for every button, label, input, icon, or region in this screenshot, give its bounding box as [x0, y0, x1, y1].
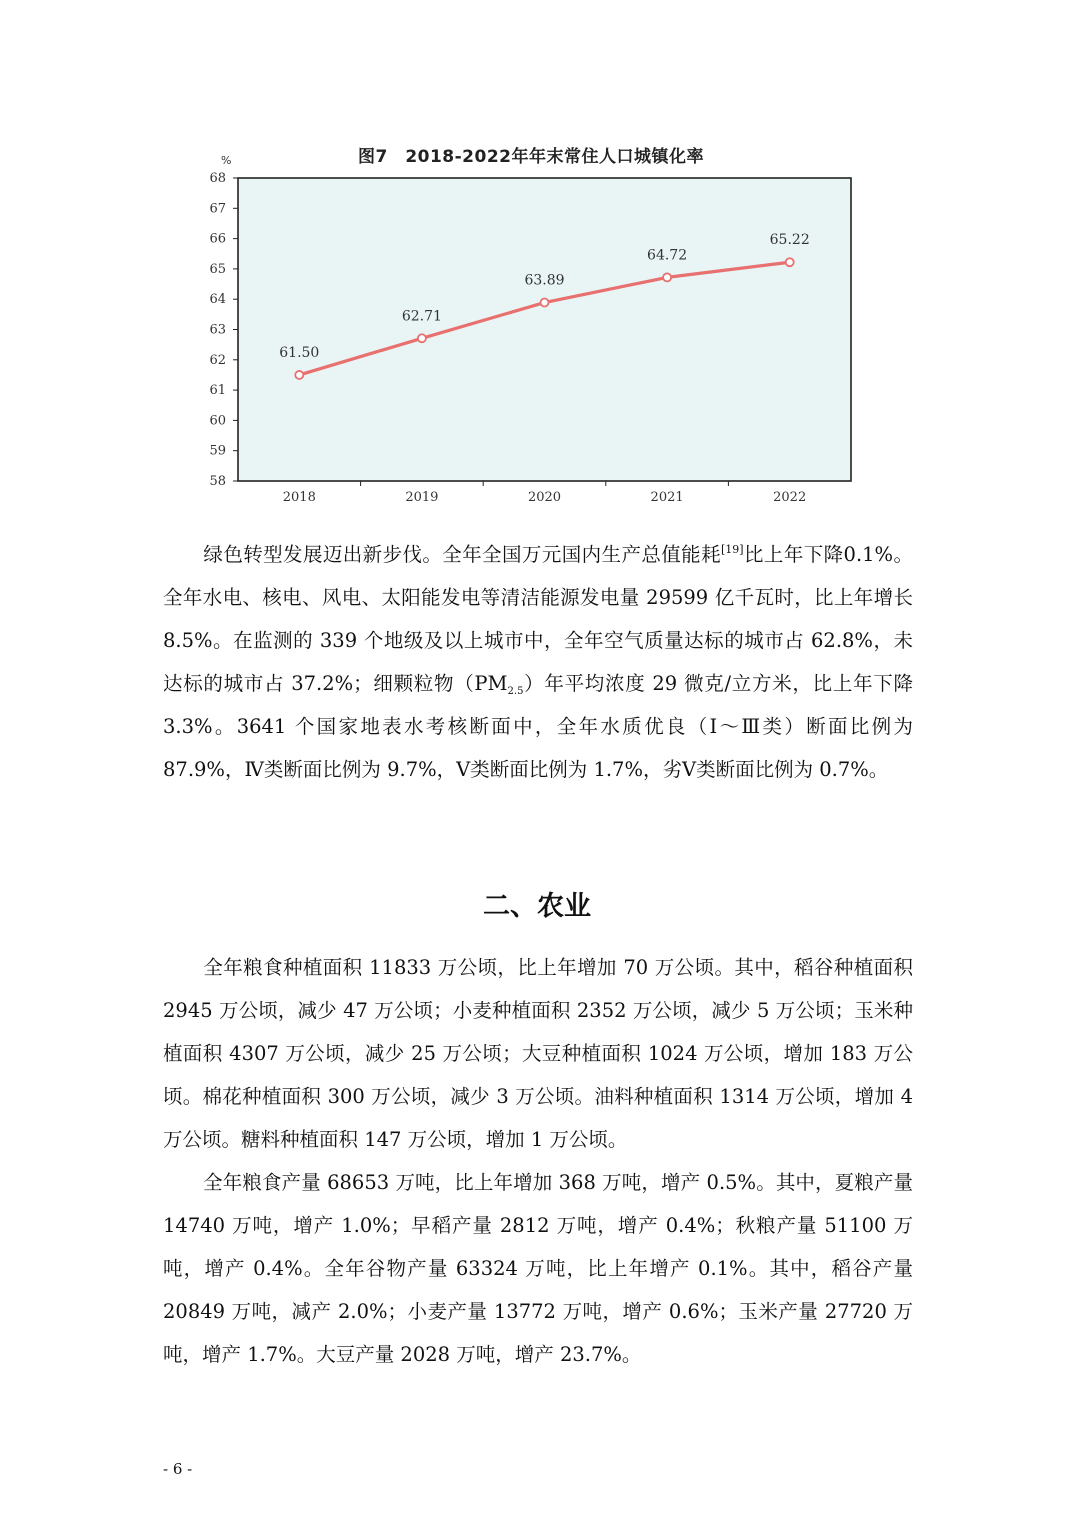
y-tick-label: 67: [209, 201, 226, 217]
data-point: [418, 334, 426, 342]
green-text-before: 绿色转型发展迈出新步伐。全年全国万元国内生产总值能耗: [203, 543, 721, 566]
data-label: 63.89: [524, 272, 565, 289]
x-tick-label: 2018: [282, 490, 316, 505]
green-text-middle: 比上年下降0.1%。全年水电、核电、风电、太阳能发电等清洁能源发电量 29599 亿千瓦时，比上年增长 8.5%。在监测的 339 个地级及以上城市中，全年空气质量达标的城市占 62.8%，未达标的城市占 37.2%；细颗粒物（PM: [163, 543, 913, 695]
footnote-marker: [19]: [721, 543, 744, 556]
data-label: 62.71: [401, 308, 442, 325]
agri-output-text: 全年粮食产量 68653 万吨，比上年增加 368 万吨，增产 0.5%。其中，夏粮产量 14740 万吨，增产 1.0%；早稻产量 2812 万吨，增产 0.4%；秋粮产量 51100 万吨，增产 0.4%。全年谷物产量 63324 万吨，比上年增产 0.1%。其中，稻谷产量 20849 万吨，减产 2.0%；小麦产量 13772 万吨，增产 0.6%；玉米产量 27720 万吨，增产 1.7%。大豆产量 2028 万吨，增产 23.7%。: [163, 1171, 913, 1366]
y-axis-unit: %: [221, 154, 232, 167]
y-tick-label: 60: [209, 413, 226, 429]
y-tick-label: 61: [209, 383, 226, 399]
page-number: - 6 -: [163, 1460, 193, 1478]
plot-area: [238, 178, 851, 481]
x-tick-label: 2022: [773, 490, 807, 505]
x-tick-label: 2019: [405, 490, 439, 505]
data-point: [663, 273, 671, 281]
section-heading: 二、农业: [483, 891, 591, 922]
y-tick-label: 65: [209, 261, 226, 277]
line-chart: [186, 136, 876, 516]
y-tick-label: 62: [209, 352, 226, 368]
y-tick-label: 64: [209, 292, 226, 308]
y-tick-label: 68: [209, 171, 226, 186]
x-tick-label: 2020: [527, 490, 562, 505]
x-tick-label: 2021: [650, 490, 684, 505]
y-tick-label: 58: [209, 474, 226, 489]
y-tick-label: 66: [209, 231, 226, 247]
pm-subscript: 2.5: [507, 686, 524, 697]
data-label: 61.50: [279, 344, 320, 361]
data-label: 64.72: [647, 247, 688, 264]
chart-title: 图7 2018-2022年年末常住人口城镇化率: [357, 147, 704, 167]
paragraph-green-development: [163, 533, 913, 791]
paragraph-agri-output: [163, 1161, 913, 1376]
green-text-after: ）年平均浓度 29 微克/立方米，比上年下降 3.3%。3641 个国家地表水考核断面中，全年水质优良（Ⅰ～Ⅲ类）断面比例为 87.9%，Ⅳ类断面比例为 9.7%，Ⅴ类断面比例为 1.7%，劣Ⅴ类断面比例为 0.7%。: [163, 672, 914, 781]
agri-area-text: 全年粮食种植面积 11833 万公顷，比上年增加 70 万公顷。其中，稻谷种植面积 2945 万公顷，减少 47 万公顷；小麦种植面积 2352 万公顷，减少 5 万公顷；玉米种植面积 4307 万公顷，减少 25 万公顷；大豆种植面积 1024 万公顷，增加 183 万公顷。棉花种植面积 300 万公顷，减少 3 万公顷。油料种植面积 1314 万公顷，增加 4 万公顷。糖料种植面积 147 万公顷，增加 1 万公顷。: [163, 956, 913, 1151]
y-tick-label: 63: [209, 322, 226, 338]
data-point: [786, 258, 794, 266]
data-point: [295, 371, 303, 379]
y-tick-label: 59: [209, 443, 226, 459]
paragraph-agri-area: [163, 946, 913, 1161]
chart-figure: [186, 136, 876, 516]
data-point: [541, 299, 549, 307]
data-label: 65.22: [769, 232, 810, 249]
